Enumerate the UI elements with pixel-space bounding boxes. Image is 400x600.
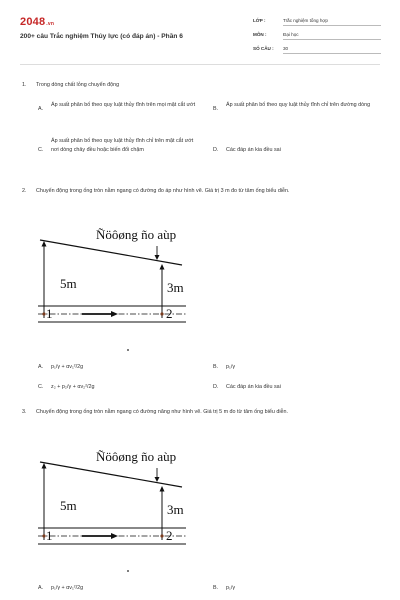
arrowhead [111, 311, 118, 317]
question-number: 1. [22, 82, 27, 88]
question-stem: Chuyển động trong ống tròn nằm ngang có đường đo áp như hình vẽ. Giá trị 3 m đo từ tâm ống biểu diễn. [36, 188, 290, 194]
diagram-svg [36, 222, 196, 332]
decorative-dot [127, 570, 129, 572]
right-height-label: 3m [167, 502, 184, 517]
point-1-label: 1 [46, 306, 53, 321]
pressure-line [40, 240, 182, 265]
option-label: C. [38, 147, 44, 153]
arrowhead [160, 264, 165, 270]
option-label: A. [38, 364, 44, 370]
meta-value: Đại học [283, 32, 381, 40]
arrowhead [42, 241, 47, 247]
section-2-marker [160, 534, 163, 537]
logo-text: 2048 [20, 16, 46, 28]
meta-key: LỚP : [253, 18, 266, 23]
question-stem: Chuyển động trong ống tròn nằm ngang có đường năng như hình vẽ. Giá trị 5 m đo từ tâm ống biểu diễn. [36, 409, 289, 415]
option-text: p₁/γ [226, 364, 236, 370]
option-text: p₁/γ + αv₁²/2g [51, 585, 84, 591]
point-2-label: 2 [166, 306, 173, 321]
option-label: B. [213, 106, 219, 112]
left-height-label: 5m [60, 498, 77, 513]
option-label: B. [213, 585, 219, 591]
section-2-marker [160, 312, 163, 315]
option-text: p₁/γ + αv₁²/2g [51, 364, 84, 370]
meta-value: Trắc nghiệm tổng hợp [283, 18, 381, 26]
diagram-svg [36, 444, 196, 554]
meta-key: MÔN : [253, 32, 267, 37]
option-label: C. [38, 384, 44, 390]
option-label: B. [213, 364, 219, 370]
option-text: Áp suất phân bố theo quy luật thủy tĩnh trên mọi mặt cắt ướt [51, 102, 196, 108]
decorative-dot [127, 349, 129, 351]
meta-value: 30 [283, 46, 381, 54]
option-label: D. [213, 147, 219, 153]
section-1-marker [42, 534, 45, 537]
option-text: Các đáp án kia đều sai [226, 384, 281, 390]
pressure-line-diagram [36, 222, 196, 332]
document-title: 200+ câu Trắc nghiệm Thủy lực (có đáp án) - Phần 6 [20, 33, 183, 40]
section-1-marker [42, 312, 45, 315]
energy-line-diagram [36, 444, 196, 554]
question-number: 3. [22, 409, 27, 415]
meta-key: SỐ CÂU : [253, 46, 274, 51]
arrowhead [111, 533, 118, 539]
pressure-line-label: Ñöôøng ño aùp [96, 449, 177, 464]
option-text: Áp suất phân bố theo quy luật thủy tĩnh chỉ trên mặt cắt ướt nơi dòng chảy đều hoặc biến đổi chậm [51, 138, 194, 153]
option-text: z₂ + p₂/γ + αv₂²/2g [51, 384, 95, 390]
arrowhead [155, 255, 160, 260]
arrowhead [160, 486, 165, 492]
question-number: 2. [22, 188, 27, 194]
logo-suffix: .vn [46, 21, 55, 27]
right-height-label: 3m [167, 280, 184, 295]
arrowhead [155, 477, 160, 482]
option-text: Áp suất phân bố theo quy luật thủy tĩnh chỉ trên đường dòng [226, 102, 371, 108]
site-logo[interactable] [20, 16, 54, 28]
option-text: Các đáp án kia đều sai [226, 147, 281, 153]
point-1-label: 1 [46, 528, 53, 543]
arrowhead [42, 463, 47, 469]
left-height-label: 5m [60, 276, 77, 291]
option-label: D. [213, 384, 219, 390]
pressure-line [40, 462, 182, 487]
question-stem: Trong dòng chất lỏng chuyển động [36, 82, 120, 88]
point-2-label: 2 [166, 528, 173, 543]
option-label: A. [38, 106, 44, 112]
header-divider [20, 64, 380, 65]
pressure-line-label: Ñöôøng ño aùp [96, 227, 177, 242]
option-label: A. [38, 585, 44, 591]
option-text: p₁/γ [226, 585, 236, 591]
